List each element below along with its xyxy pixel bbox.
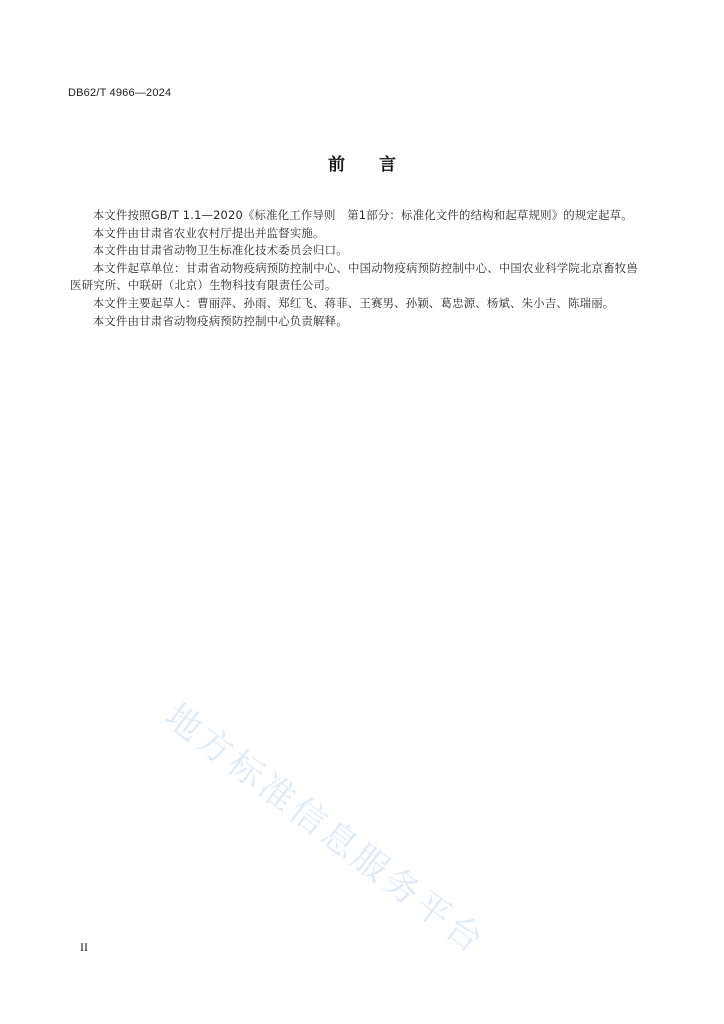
- standard-code: DB62/T 4966—2024: [68, 87, 172, 99]
- foreword-body: [70, 207, 638, 330]
- paragraph-drafting-units: 本文件起草单位：甘肃省动物疫病预防控制中心、中国动物疫病预防控制中心、中国农业科学院北京畜牧兽医研究所、中联研（北京）生物科技有限责任公司。: [70, 260, 638, 293]
- paragraph-drafters: 本文件主要起草人：曹丽萍、孙雨、郑红飞、蒋菲、王赛男、孙颖、葛忠源、杨斌、朱小吉、陈瑞丽。: [92, 295, 615, 310]
- paragraph-drafting-rules: 本文件按照GB/T 1.1—2020《标准化工作导则 第1部分：标准化文件的结构和起草规则》的规定起草。: [92, 208, 633, 222]
- paragraph-proposer: 本文件由甘肃省农业农村厅提出并监督实施。: [92, 225, 325, 240]
- paragraph-technical-committee: 本文件由甘肃省动物卫生标准化技术委员会归口。: [92, 243, 348, 258]
- page-number: II: [80, 940, 88, 954]
- watermark: 地方标准信息服务平台: [157, 696, 493, 964]
- page-title: 前 言: [328, 155, 396, 175]
- paragraph-interpretation: 本文件由甘肃省动物疫病预防控制中心负责解释。: [92, 313, 348, 328]
